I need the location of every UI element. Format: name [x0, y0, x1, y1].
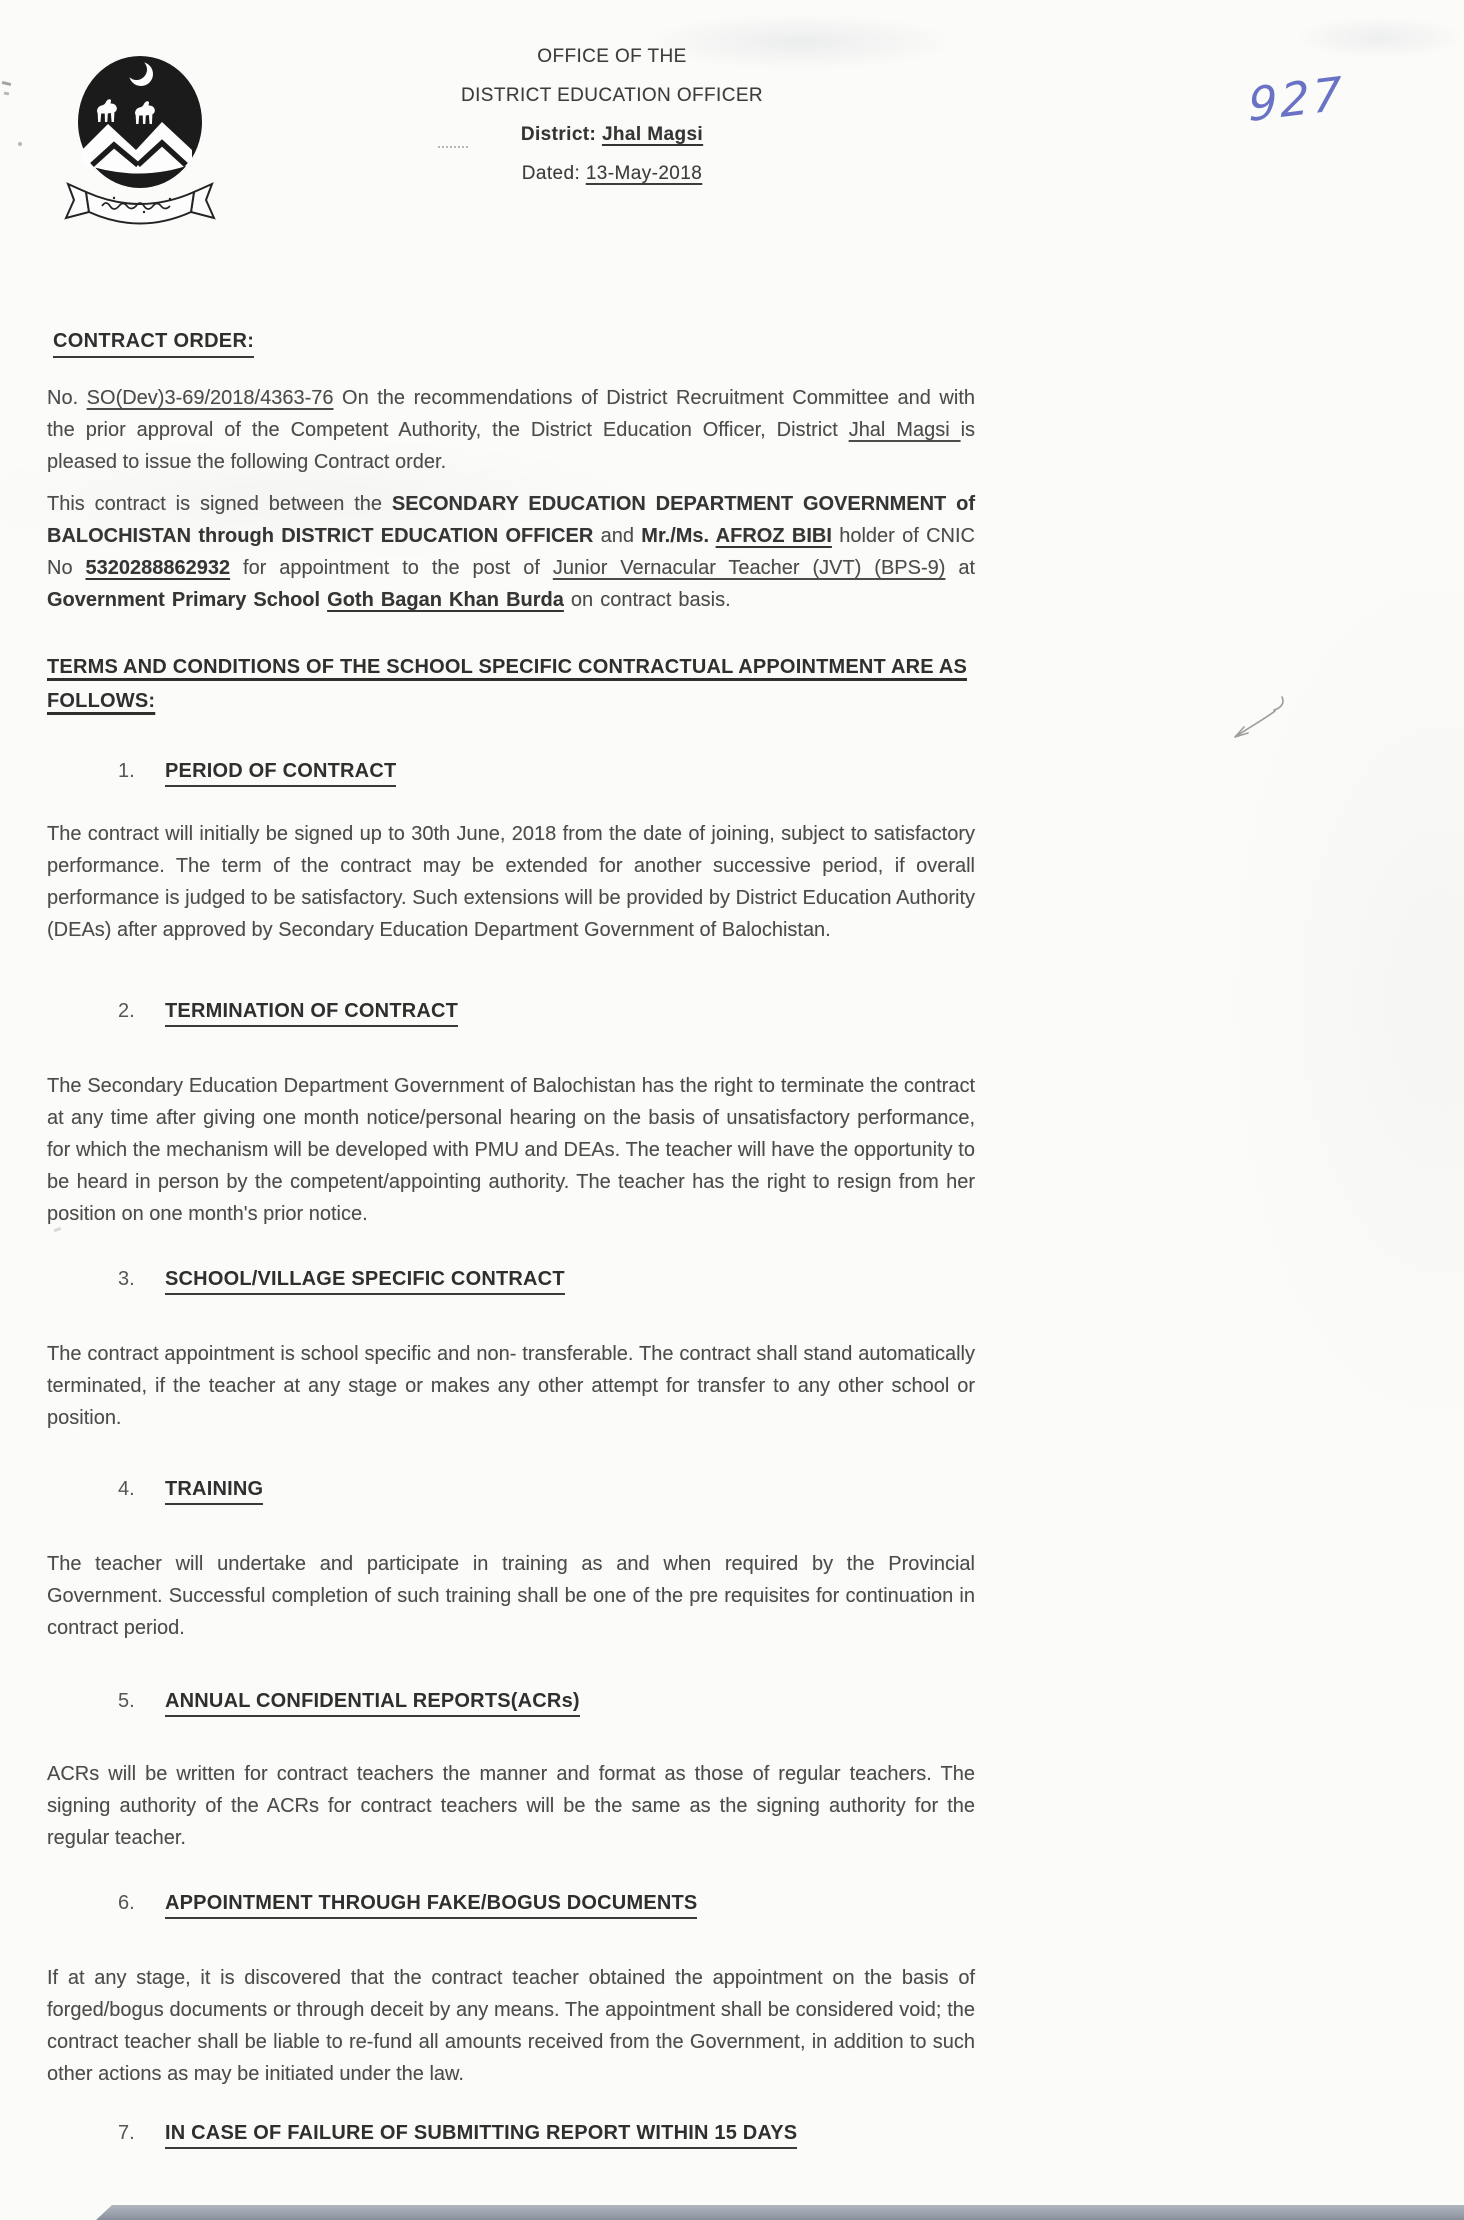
section-4-body: The teacher will undertake and participate in training as and when required by the Provincial Government. Successful completion of such training shall be one of the pre requisites for continuation in contract period.	[47, 1553, 975, 1639]
section-1-body: The contract will initially be signed up to 30th June, 2018 from the date of joining, subject to satisfactory performance. The term of the contract may be extended for another successive period, if overall performance is judged to be satisfactory. Such extensions will be provided by District Education Authority (DEAs) after approved by Secondary Education Department Government of Balochistan.	[47, 823, 975, 941]
text-segment: On the recommendations of District Recruitment Committee and with the prior approval of the Competent Authority, the District Education Officer, District	[47, 387, 975, 441]
text-segment: Junior Vernacular Teacher (JVT) (BPS-9)	[552, 557, 946, 579]
district-label: District:	[520, 124, 602, 145]
section-number: 1.	[118, 760, 135, 782]
section-4-heading	[118, 1478, 263, 1501]
section-1-heading	[118, 760, 396, 783]
scan-edge-mark	[2, 81, 11, 86]
office-line-2: DISTRICT EDUCATION OFFICER	[460, 85, 764, 106]
section-number: 3.	[118, 1268, 135, 1290]
text-segment: No.	[47, 387, 87, 409]
text-segment: SECONDARY EDUCATION DEPARTMENT GOVERNMENT of BALOCHISTAN through DISTRICT EDUCATION OFFICER	[47, 493, 976, 547]
section-3-body: The contract appointment is school specific and non- transferable. The contract shall stand automatically terminated, if the teacher at any stage or makes any other attempt for transfer to any other school or position.	[47, 1343, 975, 1429]
pencil-arrow-annotation	[1228, 694, 1290, 748]
district-value: Jhal Magsi	[601, 124, 704, 145]
scanner-edge-band	[96, 2205, 1464, 2220]
text-segment: Jhal Magsi	[848, 419, 961, 441]
scan-edge-mark	[18, 142, 22, 146]
section-7-heading	[118, 2122, 797, 2145]
text-segment: Mr./Ms.	[641, 525, 716, 547]
text-segment: at	[945, 557, 975, 579]
dated-label: Dated:	[521, 163, 586, 184]
section-title: TRAINING	[165, 1478, 263, 1505]
section-number: 5.	[118, 1690, 135, 1712]
section-title: APPOINTMENT THROUGH FAKE/BOGUS DOCUMENTS	[165, 1892, 697, 1919]
text-segment: AFROZ BIBI	[715, 525, 832, 547]
handwritten-number-annotation: 927	[1247, 65, 1345, 133]
text-segment: and	[593, 525, 642, 547]
section-number: 6.	[118, 1892, 135, 1914]
section-6-body: If at any stage, it is discovered that the contract teacher obtained the appointment on the basis of forged/bogus documents or through deceit by any means. The appointment shall be considered void; the contract teacher shall be liable to re-fund all amounts received from the Government, in addition to such other actions as may be initiated under the law.	[47, 1967, 975, 2085]
contract-order-heading: CONTRACT ORDER:	[53, 330, 254, 358]
text-segment: This contract is signed between the	[47, 493, 392, 515]
text-segment: Government Primary School	[47, 589, 328, 611]
section-title: TERMINATION OF CONTRACT	[165, 1000, 458, 1027]
government-of-balochistan-emblem	[52, 46, 228, 238]
office-line-1: OFFICE OF THE	[537, 46, 687, 67]
section-number: 4.	[118, 1478, 135, 1500]
section-number: 2.	[118, 1000, 135, 1022]
section-title: ANNUAL CONFIDENTIAL REPORTS(ACRs)	[165, 1690, 580, 1717]
dated-value: 13-May-2018	[585, 163, 703, 184]
letterhead	[312, 46, 912, 202]
scan-edge-mark	[4, 92, 9, 96]
text-segment: on contract basis.	[563, 589, 731, 611]
section-2-heading	[118, 1000, 458, 1023]
district-line	[312, 124, 912, 146]
section-3-heading	[118, 1268, 565, 1291]
section-title: PERIOD OF CONTRACT	[165, 760, 396, 787]
section-2-body: The Secondary Education Department Government of Balochistan has the right to terminate the contract at any time after giving one month notice/personal hearing on the basis of unsatisfactory performance, for which the mechanism will be developed with PMU and DEAs. The teacher will have the opportunity to be heard in person by the competent/appointing authority. The teacher has the right to resign from her position on one month's prior notice.	[47, 1075, 975, 1225]
text-segment: holder of CNIC No	[47, 525, 975, 579]
section-title: IN CASE OF FAILURE OF SUBMITTING REPORT WITHIN 15 DAYS	[165, 2122, 797, 2149]
ribbon-banner-icon	[66, 184, 214, 224]
agreement-paragraph	[47, 488, 975, 616]
text-segment: SO(Dev)3-69/2018/4363-76	[86, 387, 334, 409]
section-5-heading	[118, 1690, 580, 1713]
text-segment: 5320288862932	[85, 557, 231, 579]
section-5-body: ACRs will be written for contract teachers the manner and format as those of regular teachers. The signing authority of the ACRs for contract teachers will be the same as the signing authority for the regular teacher.	[47, 1763, 975, 1849]
emblem-graphic	[52, 46, 228, 238]
section-6-heading	[118, 1892, 697, 1915]
text-segment: Goth Bagan Khan Burda	[327, 589, 564, 611]
terms-and-conditions-heading: TERMS AND CONDITIONS OF THE SCHOOL SPECIFIC CONTRACTUAL APPOINTMENT ARE AS FOLLOWS:	[47, 656, 968, 712]
text-segment: for appointment to the post of	[230, 557, 553, 579]
section-number: 7.	[118, 2122, 135, 2144]
section-title: SCHOOL/VILLAGE SPECIFIC CONTRACT	[165, 1268, 565, 1295]
text-segment: is pleased to issue the following Contract order.	[47, 419, 976, 473]
contract-ref-paragraph	[47, 382, 975, 478]
dated-line	[312, 163, 912, 185]
